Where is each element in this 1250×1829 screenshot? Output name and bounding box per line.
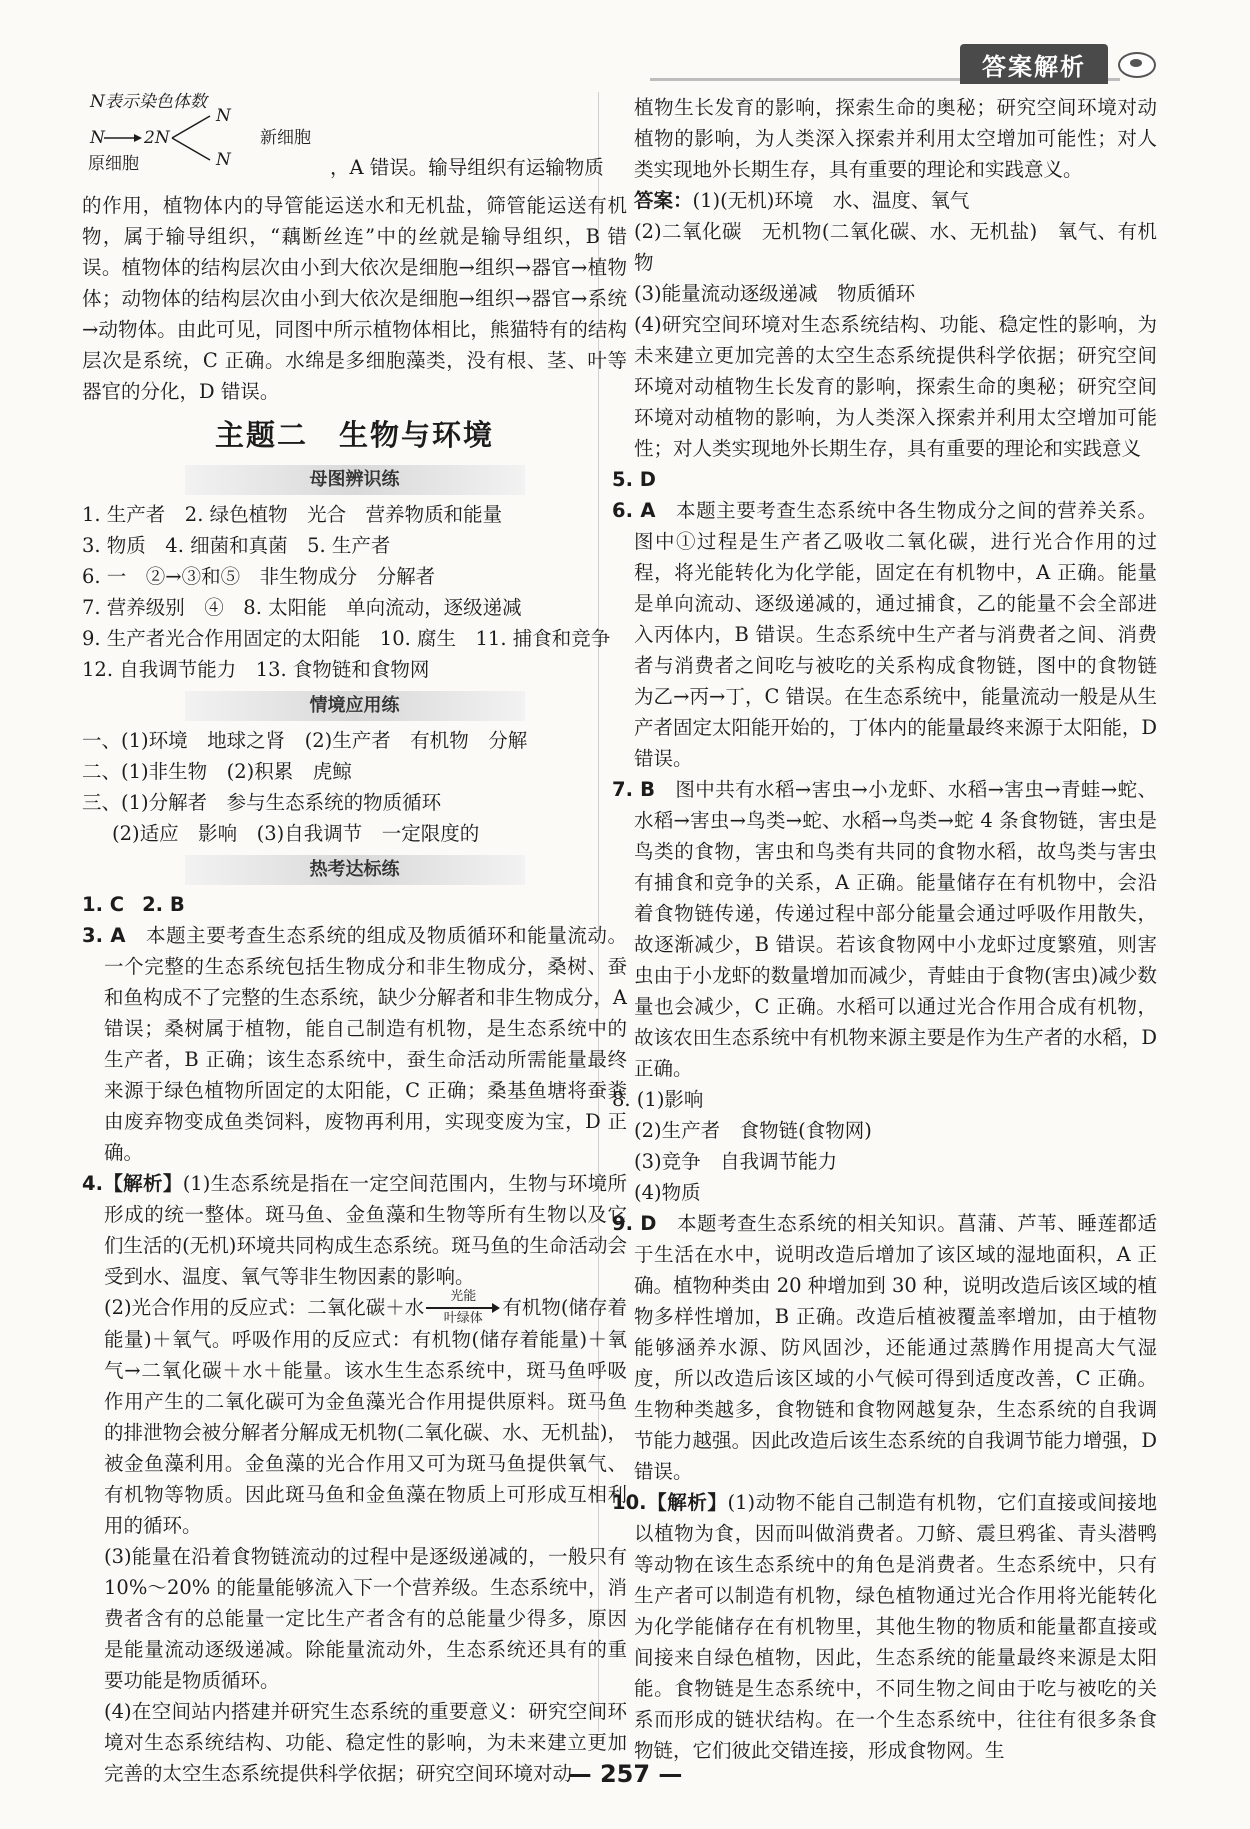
diagram-2n: 2N (144, 128, 170, 148)
p1-tail: ，A 错误。输导组织有运输物质 (330, 156, 604, 179)
answer-key: 答案： (634, 189, 693, 212)
q4-p4: (4)在空间站内搭建并研究生态系统的重要意义：研究空间环境对生态系统结构、功能、稳定性的影响，为未来建立更加完善的太空生态系统提供科学依据；研究空间环境对动 (104, 1699, 627, 1785)
r-p1: 植物生长发育的影响，探索生命的奥秘；研究空间环境对动植物的影响，为人类深入探索并利用太空增加可能性；对人类实现地外长期生存，具有重要的理论和实践意义。 (634, 96, 1157, 181)
s2-indent-line: (2)适应 影响 (3)自我调节 一定限度的 (112, 822, 480, 845)
q6-key: 6. A (612, 499, 656, 522)
header-label: 答案解析 (960, 44, 1108, 84)
q3-key: 3. A (82, 924, 126, 947)
s1-line: 6. 一 ②→③和⑤ 非生物成分 分解者 (82, 565, 436, 588)
q1-answer: 1. C (82, 893, 125, 916)
answer-2: (2)二氧化碳 无机物(二氧化碳、水、无机盐) 氧气、有机物 (634, 220, 1157, 274)
page-header (0, 0, 1250, 92)
diagram-n-top: N (216, 106, 231, 126)
answer-block (612, 185, 1157, 216)
page-number: — 257 — (567, 1760, 683, 1788)
section-banner-3: 热考达标练 (185, 855, 525, 885)
answer-4: (4)研究空间环境对生态系统结构、功能、稳定性的影响，为未来建立更加完善的太空生态系统提供科学依据；研究空间环境对动植物生长发育的影响，探索生命的奥秘；研究空间环境对动植物的影响，为人类深入探索并利用太空增加可能性；对人类实现地外长期生存，具有重要的理论和实践意义 (634, 313, 1157, 460)
diagram-new-cell: 新细胞 (260, 128, 311, 148)
q10-answer (612, 1487, 1157, 1766)
q10-key: 10.【解析】 (612, 1491, 728, 1514)
diagram-n1: N (90, 128, 105, 148)
q10-text: (1)动物不能自己制造有机物，它们直接或间接地以植物为食，因而叫做消费者。刀鲚、震旦鸦雀、青头潜鸭等动物在该生态系统中的角色是消费者。生态系统中，只有生产者可以制造有机物，绿色植物通过光合作用将光能转化为化学能储存在有机物里，其他生物的物质和能量都直接或间接来自绿色植物，因此，生态系统的能量最终来源是太阳能。食物链是生态系统中，不同生物之间由于吃与被吃的关系而形成的链状结构。在一个生态系统中，往往有很多条食物链，它们彼此交错连接，形成食物网。生 (634, 1491, 1158, 1762)
q5-key: 5. D (612, 468, 656, 491)
q4-p1: (1)生态系统是指在一定空间范围内，生物与环境所形成的统一整体。斑马鱼、金鱼藻和生物等所有生物以及它们生活的(无机)环境共同构成生态系统。斑马鱼的生命活动会受到水、温度、氧气等非生物因素的影响。 (104, 1172, 627, 1288)
chromosome-diagram (82, 92, 627, 190)
formula-top: 光能 (450, 1288, 477, 1304)
q5-answer (612, 464, 1157, 495)
q7-key: 7. B (612, 778, 656, 801)
q3-text: 本题主要考查生态系统的组成及物质循环和能量流动。一个完整的生态系统包括生物成分和非生物成分，桑树、蚕和鱼构成不了完整的生态系统，缺少分解者和非生物成分，A 错误；桑树属于植物，能自己制造有机物，是生态系统中的生产者，B 正确；该生态系统中，蚕生命活动所需能量最终来源于绿色植物所固定的太阳能，C 正确；桑基鱼塘将蚕粪由废弃物变成鱼类饲料，废物再利用，实现变废为宝，D 正确。 (104, 924, 627, 1164)
right-column (612, 92, 1157, 1766)
q4-p2 (82, 1288, 628, 1541)
s1-line: 9. 生产者光合作用固定的太阳能 10. 腐生 11. 捕食和竞争 (82, 627, 611, 650)
s1-line: 12. 自我调节能力 13. 食物链和食物网 (82, 658, 430, 681)
q2-answer: 2. B (142, 893, 185, 916)
q4-key: 4.【解析】 (82, 1172, 183, 1195)
diagram-branch-top (172, 116, 210, 138)
publisher-logo-icon (1118, 52, 1156, 78)
q6-text: 本题主要考查生态系统中各生物成分之间的营养关系。图中①过程是生产者乙吸收二氧化碳，进行光合作用的过程，将光能转化为化学能，固定在有机物中，A 正确。能量是单向流动、逐级递减的，通过捕食，乙的能量不会全部进入丙体内，B 错误。生态系统中生产者与消费者之间、消费者与消费者之间吃与被吃的关系构成食物链，图中的食物链为乙→丙→丁，C 错误。在生态系统中，能量流动一般是从生产者固定太阳能开始的，丁体内的能量最终来源于太阳能，D 错误。 (634, 499, 1157, 770)
diagram-arrowhead-1 (134, 134, 142, 142)
q3-answer (82, 920, 627, 1168)
diagram-n-bottom: N (216, 150, 231, 170)
section-banner-2: 情境应用练 (185, 691, 525, 721)
section-banner-1: 母图辨识练 (185, 465, 525, 495)
s2-line: 二、(1)非生物 (2)积累 虎鲸 (82, 760, 352, 783)
q7-text: 图中共有水稻→害虫→小龙虾、水稻→害虫→青蛙→蛇、水稻→害虫→鸟类→蛇、水稻→鸟类→蛇 4 条食物链，害虫是鸟类的食物，害虫和鸟类有共同的食物水稻，故鸟类与害虫有捕食和竞争的关系，A 正确。能量储存在有机物中，会沿着食物链传递，传递过程中部分能量会通过呼吸作用散失，故逐渐减少，B 错误。若该食物网中小龙虾过度繁殖，则害虫由于小龙虾的数量增加而减少，青蛙由于食物(害虫)减少数量也会减少，C 正确。水稻可以通过光合作用合成有机物，故该农田生态系统中有机物来源主要是作为生产者的水稻，D 正确。 (634, 778, 1157, 1080)
p1-rest: 的作用，植物体内的导管能运送水和无机盐，筛管能运送有机物，属于输导组织，“藕断丝连”中的丝就是输导组织，B 错误。植物体的结构层次由小到大依次是细胞→组织→器官→植物体；动物体的结构层次由小到大依次是细胞→组织→器官→系统→动物体。由此可见，同图中所示植物体相比，熊猫特有的结构层次是系统，C 正确。水绵是多细胞藻类，没有根、茎、叶等器官的分化，D 错误。 (82, 194, 627, 403)
left-column (82, 92, 627, 1789)
q8-line-1: 8. (1)影响 (612, 1088, 704, 1111)
q9-key: 9. D (612, 1212, 657, 1235)
s1-line: 7. 营养级别 ④ 8. 太阳能 单向流动，逐级递减 (82, 596, 522, 619)
q7-answer (612, 774, 1157, 1084)
formula-bottom: 叶绿体 (443, 1310, 483, 1326)
s2-line: 一、(1)环境 地球之肾 (2)生产者 有机物 分解 (82, 729, 528, 752)
q8-line-2: (2)生产者 食物链(食物网) (634, 1119, 872, 1142)
q4-p3: (3)能量在沿着食物链流动的过程中是逐级递减的，一般只有 10%～20% 的能量能够流入下一个营养级。生态系统中，消费者含有的总能量一定比生产者含有的总能量少得多，原因是能量流动逐级递减。除能量流动外，生态系统还具有的重要功能是物质循环。 (104, 1544, 627, 1692)
s1-line: 3. 物质 4. 细菌和真菌 5. 生产者 (82, 534, 391, 557)
topic-title: 主题二 生物与环境 (214, 418, 494, 452)
q9-text: 本题考查生态系统的相关知识。菖蒲、芦苇、睡莲都适于生活在水中，说明改造后增加了该区域的湿地面积，A 正确。植物种类由 20 种增加到 30 种，说明改造后该区域的植物多样性增加，B 正确。改造后植被覆盖率增加，由于植物能够涵养水源、防风固沙，还能通过蒸腾作用提高大气湿度，所以改造后该区域的小气候可得到适度改善，C 正确。生物种类越多，食物链和食物网越复杂，生态系统的自我调节能力越强。因此改造后该生态系统的自我调节能力增强，D 错误。 (634, 1212, 1157, 1483)
q1-q2-answers (82, 889, 627, 920)
s1-line: 1. 生产者 2. 绿色植物 光合 营养物质和能量 (82, 503, 503, 526)
answer-1: (1)(无机)环境 水、温度、氧气 (692, 189, 970, 212)
formula-arrow-icon (426, 1307, 498, 1309)
answer-3: (3)能量流动逐级递减 物质循环 (634, 282, 916, 305)
diagram-orig-cell: 原细胞 (88, 154, 139, 174)
q4-p2-pre: (2)光合作用的反应式：二氧化碳＋水 (104, 1296, 425, 1319)
q4-p2-post: 有机物(储存着能量)＋氧气。呼吸作用的反应式：有机物(储存着能量)＋氧气→二氧化碳＋水＋能量。该水生生态系统中，斑马鱼呼吸作用产生的二氧化碳可为金鱼藻光合作用提供原料。斑马鱼的排泄物会被分解者分解成无机物(二氧化碳、水、无机盐)，被金鱼藻利用。金鱼藻的光合作用又可为斑马鱼提供氧气、有机物等物质。因此斑马鱼和金鱼藻在物质上可形成互相利用的循环。 (104, 1296, 628, 1537)
q4-answer (82, 1168, 627, 1292)
diagram-branch-bottom (172, 138, 210, 160)
diagram-caption: N表示染色体数 (90, 92, 207, 112)
q8-line-3: (3)竞争 自我调节能力 (634, 1150, 838, 1173)
q8-line-4: (4)物质 (634, 1181, 701, 1204)
q9-answer (612, 1208, 1157, 1487)
q6-answer (612, 495, 1157, 774)
s2-line: 三、(1)分解者 参与生态系统的物质循环 (82, 791, 442, 814)
photosynthesis-arrow (424, 1288, 502, 1326)
